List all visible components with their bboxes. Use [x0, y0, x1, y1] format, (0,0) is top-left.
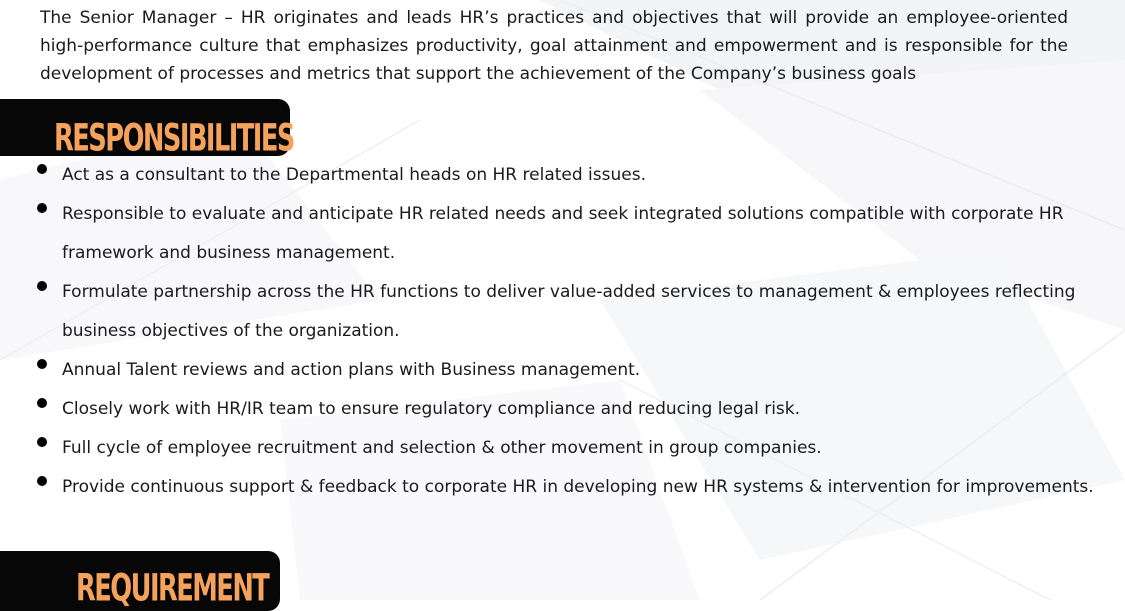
list-item [0, 390, 1125, 429]
list-item [0, 429, 1125, 468]
requirement-heading: REQUIREMENT [76, 565, 269, 610]
bullet-icon [37, 476, 47, 486]
list-item [0, 156, 1125, 195]
list-item-text: Closely work with HR/IR team to ensure regulatory compliance and reducing legal risk. [62, 399, 801, 419]
bullet-icon [37, 437, 47, 447]
intro-paragraph: The Senior Manager – HR originates and leads HR’s practices and objectives that will provide an employee-oriented high-performance culture that emphasizes productivity, goal attainment and empowerment and is responsible for the development of processes and metrics that support the achievement of the Company’s business goals [40, 8, 1068, 84]
responsibilities-heading: RESPONSIBILITIES [54, 115, 294, 160]
list-item [0, 468, 1125, 507]
list-item-text: Act as a consultant to the Departmental heads on HR related issues. [62, 165, 646, 185]
list-item-text: Formulate partnership across the HR functions to deliver value-added services to management & employees reflecting business objectives of the organization. [62, 282, 1076, 341]
list-item [0, 273, 1125, 351]
responsibilities-list [0, 156, 1125, 507]
responsibilities-heading-banner [0, 99, 294, 160]
list-item-text: Full cycle of employee recruitment and selection & other movement in group companies. [62, 438, 822, 458]
bullet-icon [37, 203, 47, 213]
bullet-icon [37, 281, 47, 291]
list-item [0, 195, 1125, 273]
bullet-icon [37, 164, 47, 174]
list-item-text: Provide continuous support & feedback to corporate HR in developing new HR systems & intervention for improvements. [62, 477, 1094, 497]
list-item-text: Annual Talent reviews and action plans with Business management. [62, 360, 641, 380]
bullet-icon [37, 359, 47, 369]
list-item [0, 351, 1125, 390]
requirement-heading-banner [0, 551, 280, 611]
bullet-icon [37, 398, 47, 408]
list-item-text: Responsible to evaluate and anticipate HR related needs and seek integrated solutions compatible with corporate HR framework and business management. [62, 204, 1064, 263]
